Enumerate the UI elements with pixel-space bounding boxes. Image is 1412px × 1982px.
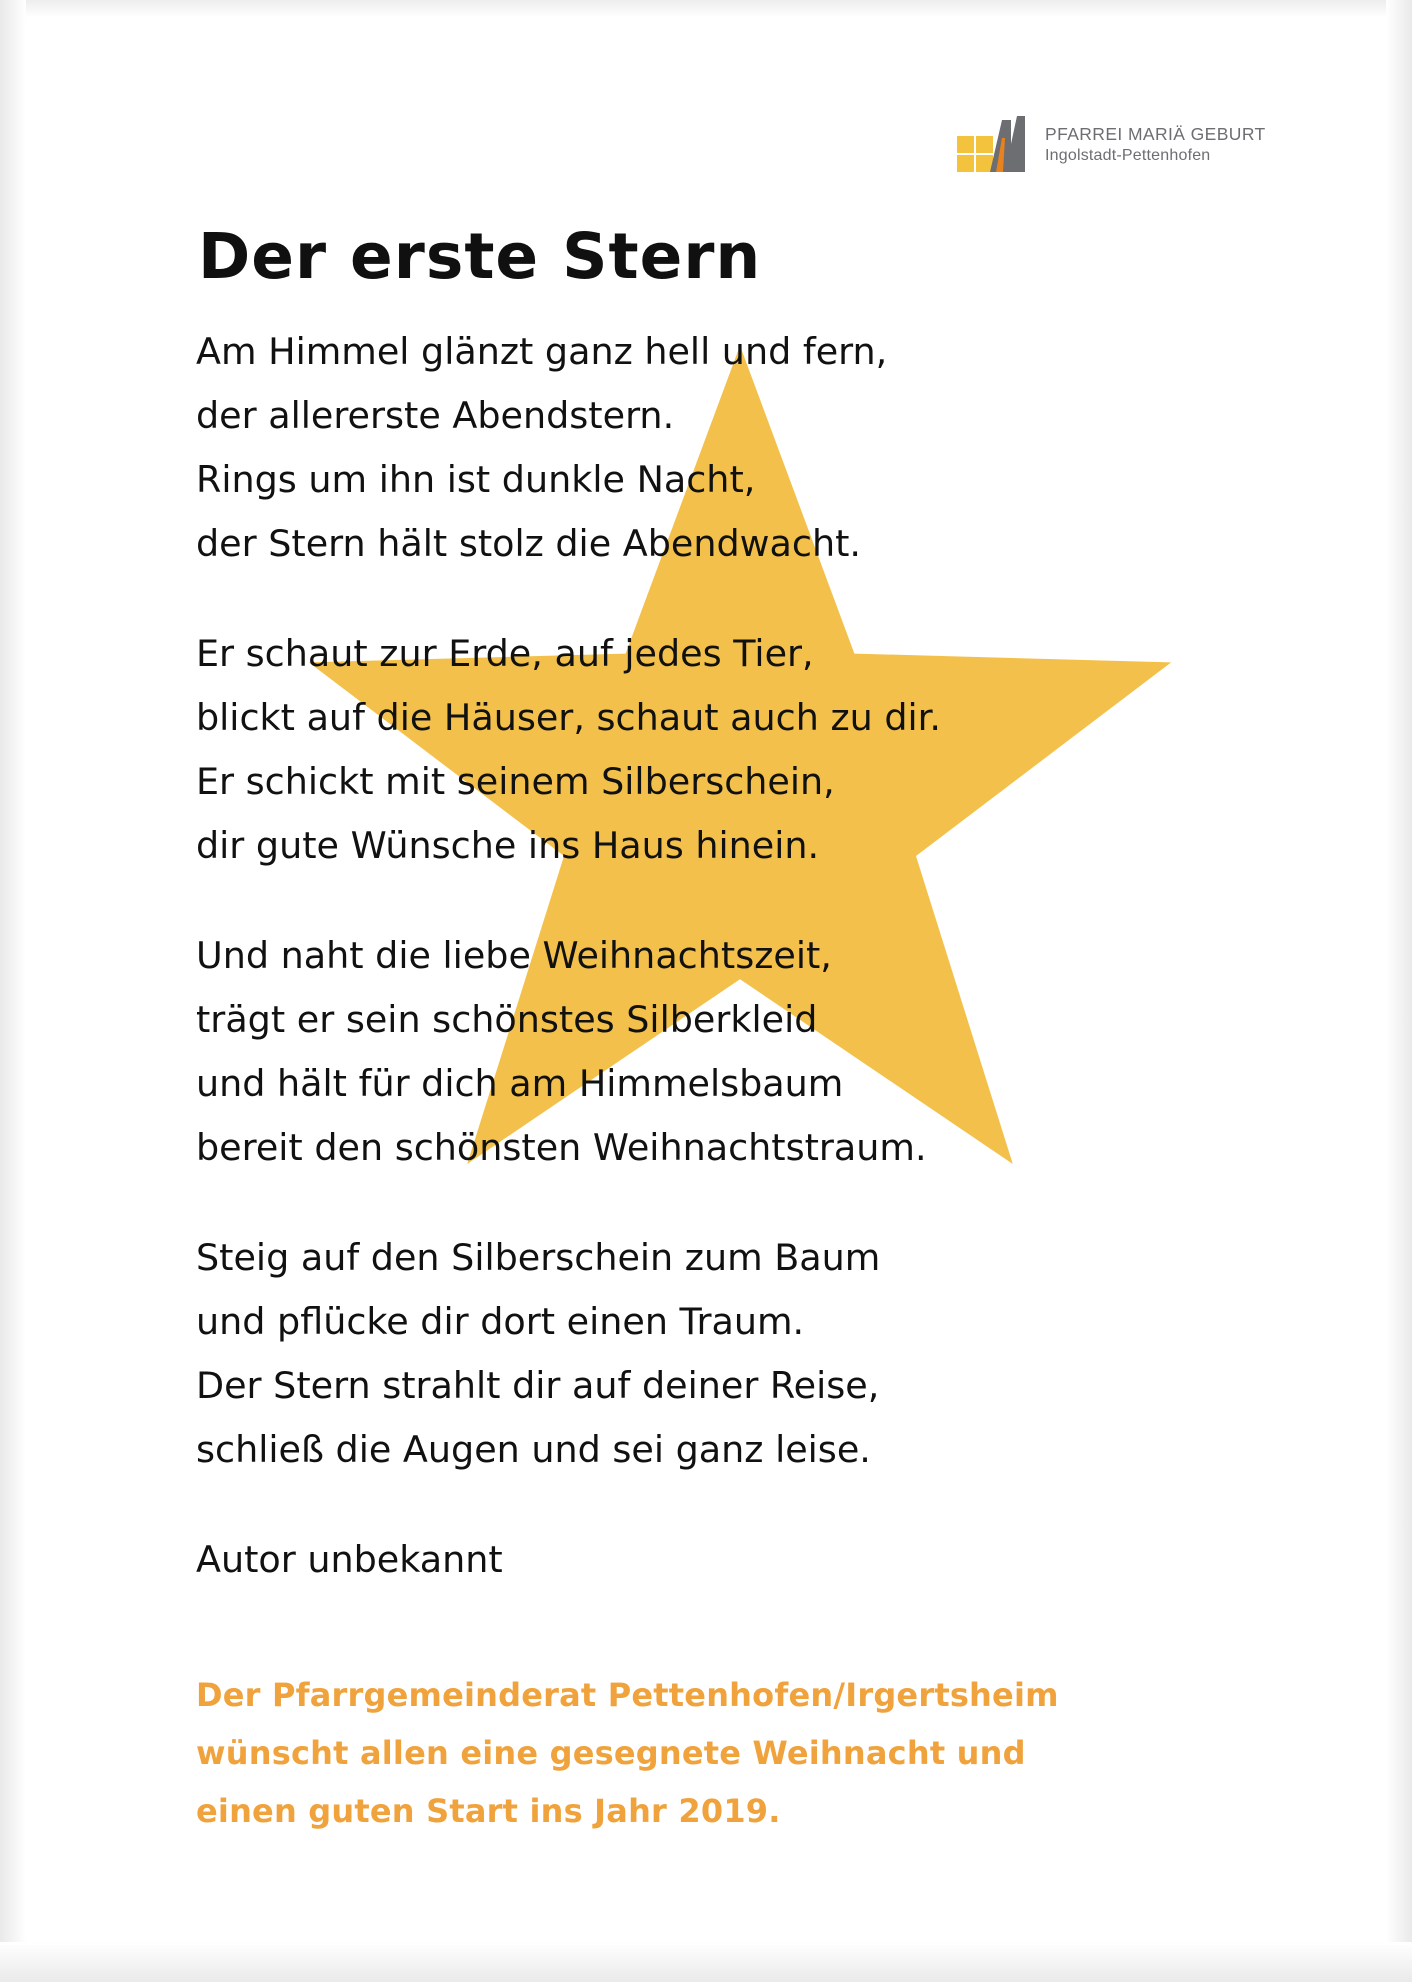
author-note: Autor unbekannt	[196, 1538, 503, 1581]
pfarrei-logo	[955, 110, 1285, 180]
page-edge-bottom	[0, 1942, 1412, 1982]
poem-line: Steig auf den Silberschein zum Baum	[196, 1236, 881, 1279]
poem-line: Er schaut zur Erde, auf jedes Tier,	[196, 632, 814, 675]
poem-line: dir gute Wünsche ins Haus hinein.	[196, 824, 820, 867]
greeting-line: wünscht allen eine gesegnete Weihnacht und	[196, 1734, 1026, 1772]
poem-line: Und naht die liebe Weihnachtszeit,	[196, 934, 832, 977]
poem-line: schließ die Augen und sei ganz leise.	[196, 1428, 871, 1471]
poem-stanza-4	[196, 1226, 1256, 1482]
page-edge-left	[0, 0, 26, 1982]
greeting-block	[196, 1666, 1296, 1840]
poem-line: bereit den schönsten Weihnachtstraum.	[196, 1126, 927, 1169]
poem-line: blickt auf die Häuser, schaut auch zu dir.	[196, 696, 941, 739]
logo-subtitle: Ingolstadt-Pettenhofen	[1045, 146, 1211, 164]
page-edge-right	[1386, 0, 1412, 1982]
pfarrei-logo-text	[1045, 124, 1266, 166]
poem-stanza-2	[196, 622, 1256, 878]
poem-line: trägt er sein schönstes Silberkleid	[196, 998, 818, 1041]
poem-line: Er schickt mit seinem Silberschein,	[196, 760, 835, 803]
poem-line: und hält für dich am Himmelsbaum	[196, 1062, 844, 1105]
pfarrei-logo-mark-icon	[955, 114, 1033, 176]
poem-line: Der Stern strahlt dir auf deiner Reise,	[196, 1364, 880, 1407]
poem-line: der Stern hält stolz die Abendwacht.	[196, 522, 861, 565]
greeting-line: Der Pfarrgemeinderat Pettenhofen/Irgertsheim	[196, 1676, 1059, 1714]
poem-line: und pflücke dir dort einen Traum.	[196, 1300, 805, 1343]
page-title: Der erste Stern	[198, 220, 762, 294]
logo-title: PFARREI MARIÄ GEBURT	[1045, 124, 1266, 145]
greeting-line: einen guten Start ins Jahr 2019.	[196, 1792, 781, 1830]
poem-stanza-1	[196, 320, 1256, 576]
poem-stanza-3	[196, 924, 1256, 1180]
page-edge-top	[0, 0, 1412, 18]
poem-line: der allererste Abendstern.	[196, 394, 675, 437]
poem-body	[196, 320, 1256, 1592]
poem-line: Rings um ihn ist dunkle Nacht,	[196, 458, 756, 501]
poem-line: Am Himmel glänzt ganz hell und fern,	[196, 330, 888, 373]
